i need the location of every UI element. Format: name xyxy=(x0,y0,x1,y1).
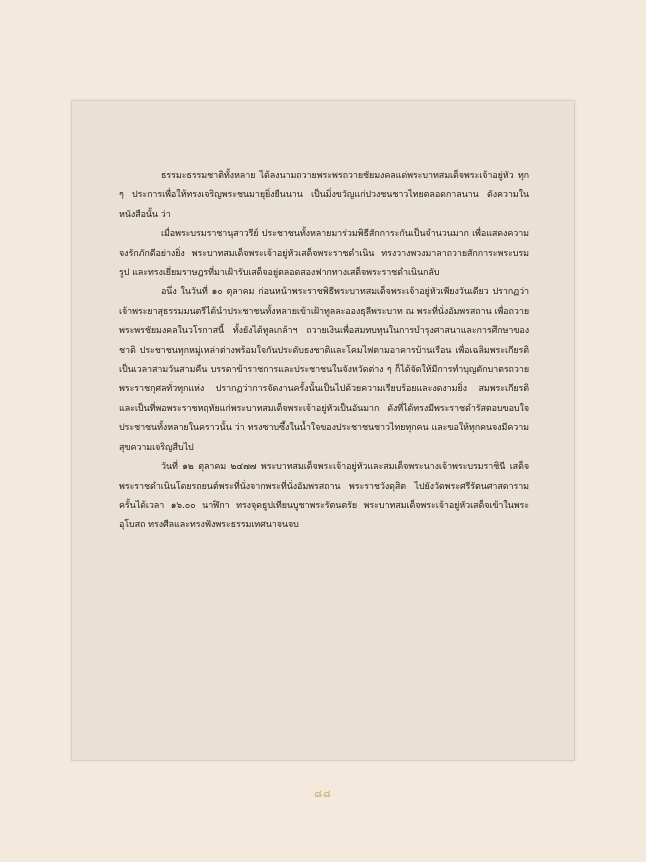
document-page xyxy=(71,100,575,761)
paragraph: วันที่ ๑๒ ตุลาคม ๒๔๗๗ พระบาทสมเด็จพระเจ้าอยู่หัวและสมเด็จพระนางเจ้าพระบรมราชินี เสด็จพระราชดำเนินโดยรถยนต์พระที่นั่งจากพระที่นั่งอัมพรสถาน พระราชวังดุสิต ไปยังวัดพระศรีรัตนศาสดาราม ครั้นได้เวลา ๑๖.๐๐ นาฬิกา ทรงจุดธูปเทียนบูชาพระรัตนตรัย พระบาทสมเด็จพระเจ้าอยู่หัวเสด็จเข้าในพระอุโบสถ ทรงศีลและทรงฟังพระธรรมเทศนาจนจบ xyxy=(119,462,529,531)
paragraph: อนึ่ง ในวันที่ ๑๐ ตุลาคม ก่อนหน้าพระราชพิธีพระบาทสมเด็จพระเจ้าอยู่หัวเพียงวันเดียว ปรากฏว่าเจ้าพระยาสุธรรมมนตรีได้นำประชาชนทั้งหลายเข้าเฝ้าทูลละอองธุลีพระบาท ณ พระที่นั่งอัมพรสถาน เพื่อถวายพระพรชัยมงคลในวโรกาสนี้ ทั้งยังได้ทูลเกล้าฯ ถวายเงินเพื่อสมทบทุนในการบำรุงศาสนาและการศึกษาของชาติ ประชาชนทุกหมู่เหล่าต่างพร้อมใจกันประดับธงชาติและโคมไฟตามอาคารบ้านเรือน เพื่อเฉลิมพระเกียรติเป็นเวลาสามวันสามคืน บรรดาข้าราชการและประชาชนในจังหวัดต่าง ๆ ก็ได้จัดให้มีการทำบุญตักบาตรถวายพระราชกุศลทั่วทุกแห่ง ปรากฏว่าการจัดงานครั้งนั้นเป็นไปด้วยความเรียบร้อยและงดงามยิ่ง สมพระเกียรติ และเป็นที่พอพระราชหฤทัยแก่พระบาทสมเด็จพระเจ้าอยู่หัวเป็นอันมาก ดังที่ได้ทรงมีพระราชดำรัสตอบขอบใจประชาชนทั้งหลายในคราวนั้น ว่า ทรงซาบซึ้งในน้ำใจของประชาชนชาวไทยทุกคน และขอให้ทุกคนจงมีความสุขความเจริญสืบไป xyxy=(119,287,529,453)
paragraph: เมื่อพระบรมราชานุสาวรีย์ ประชาชนทั้งหลายมาร่วมพิธีสักการะกันเป็นจำนวนมาก เพื่อแสดงความจงรักภักดีอย่างยิ่ง พระบาทสมเด็จพระเจ้าอยู่หัวเสด็จพระราชดำเนิน ทรงวางพวงมาลาถวายสักการะพระบรมรูป และทรงเยี่ยมราษฎรที่มาเฝ้ารับเสด็จอยู่ตลอดสองฟากทางเสด็จพระราชดำเนินกลับ xyxy=(119,229,529,279)
paragraph: ธรรมะธรรมชาติทั้งหลาย ได้ลงนามถวายพระพรถวายชัยมงคลแด่พระบาทสมเด็จพระเจ้าอยู่หัว ทุก ๆ ประการเพื่อให้ทรงเจริญพระชนมายุยิ่งยืนนาน เป็นมิ่งขวัญแก่ปวงชนชาวไทยตลอดกาลนาน ดังความในหนังสือนั้น ว่า xyxy=(119,171,529,220)
page-number: ๘๘ xyxy=(314,789,332,800)
body-text xyxy=(119,167,529,536)
